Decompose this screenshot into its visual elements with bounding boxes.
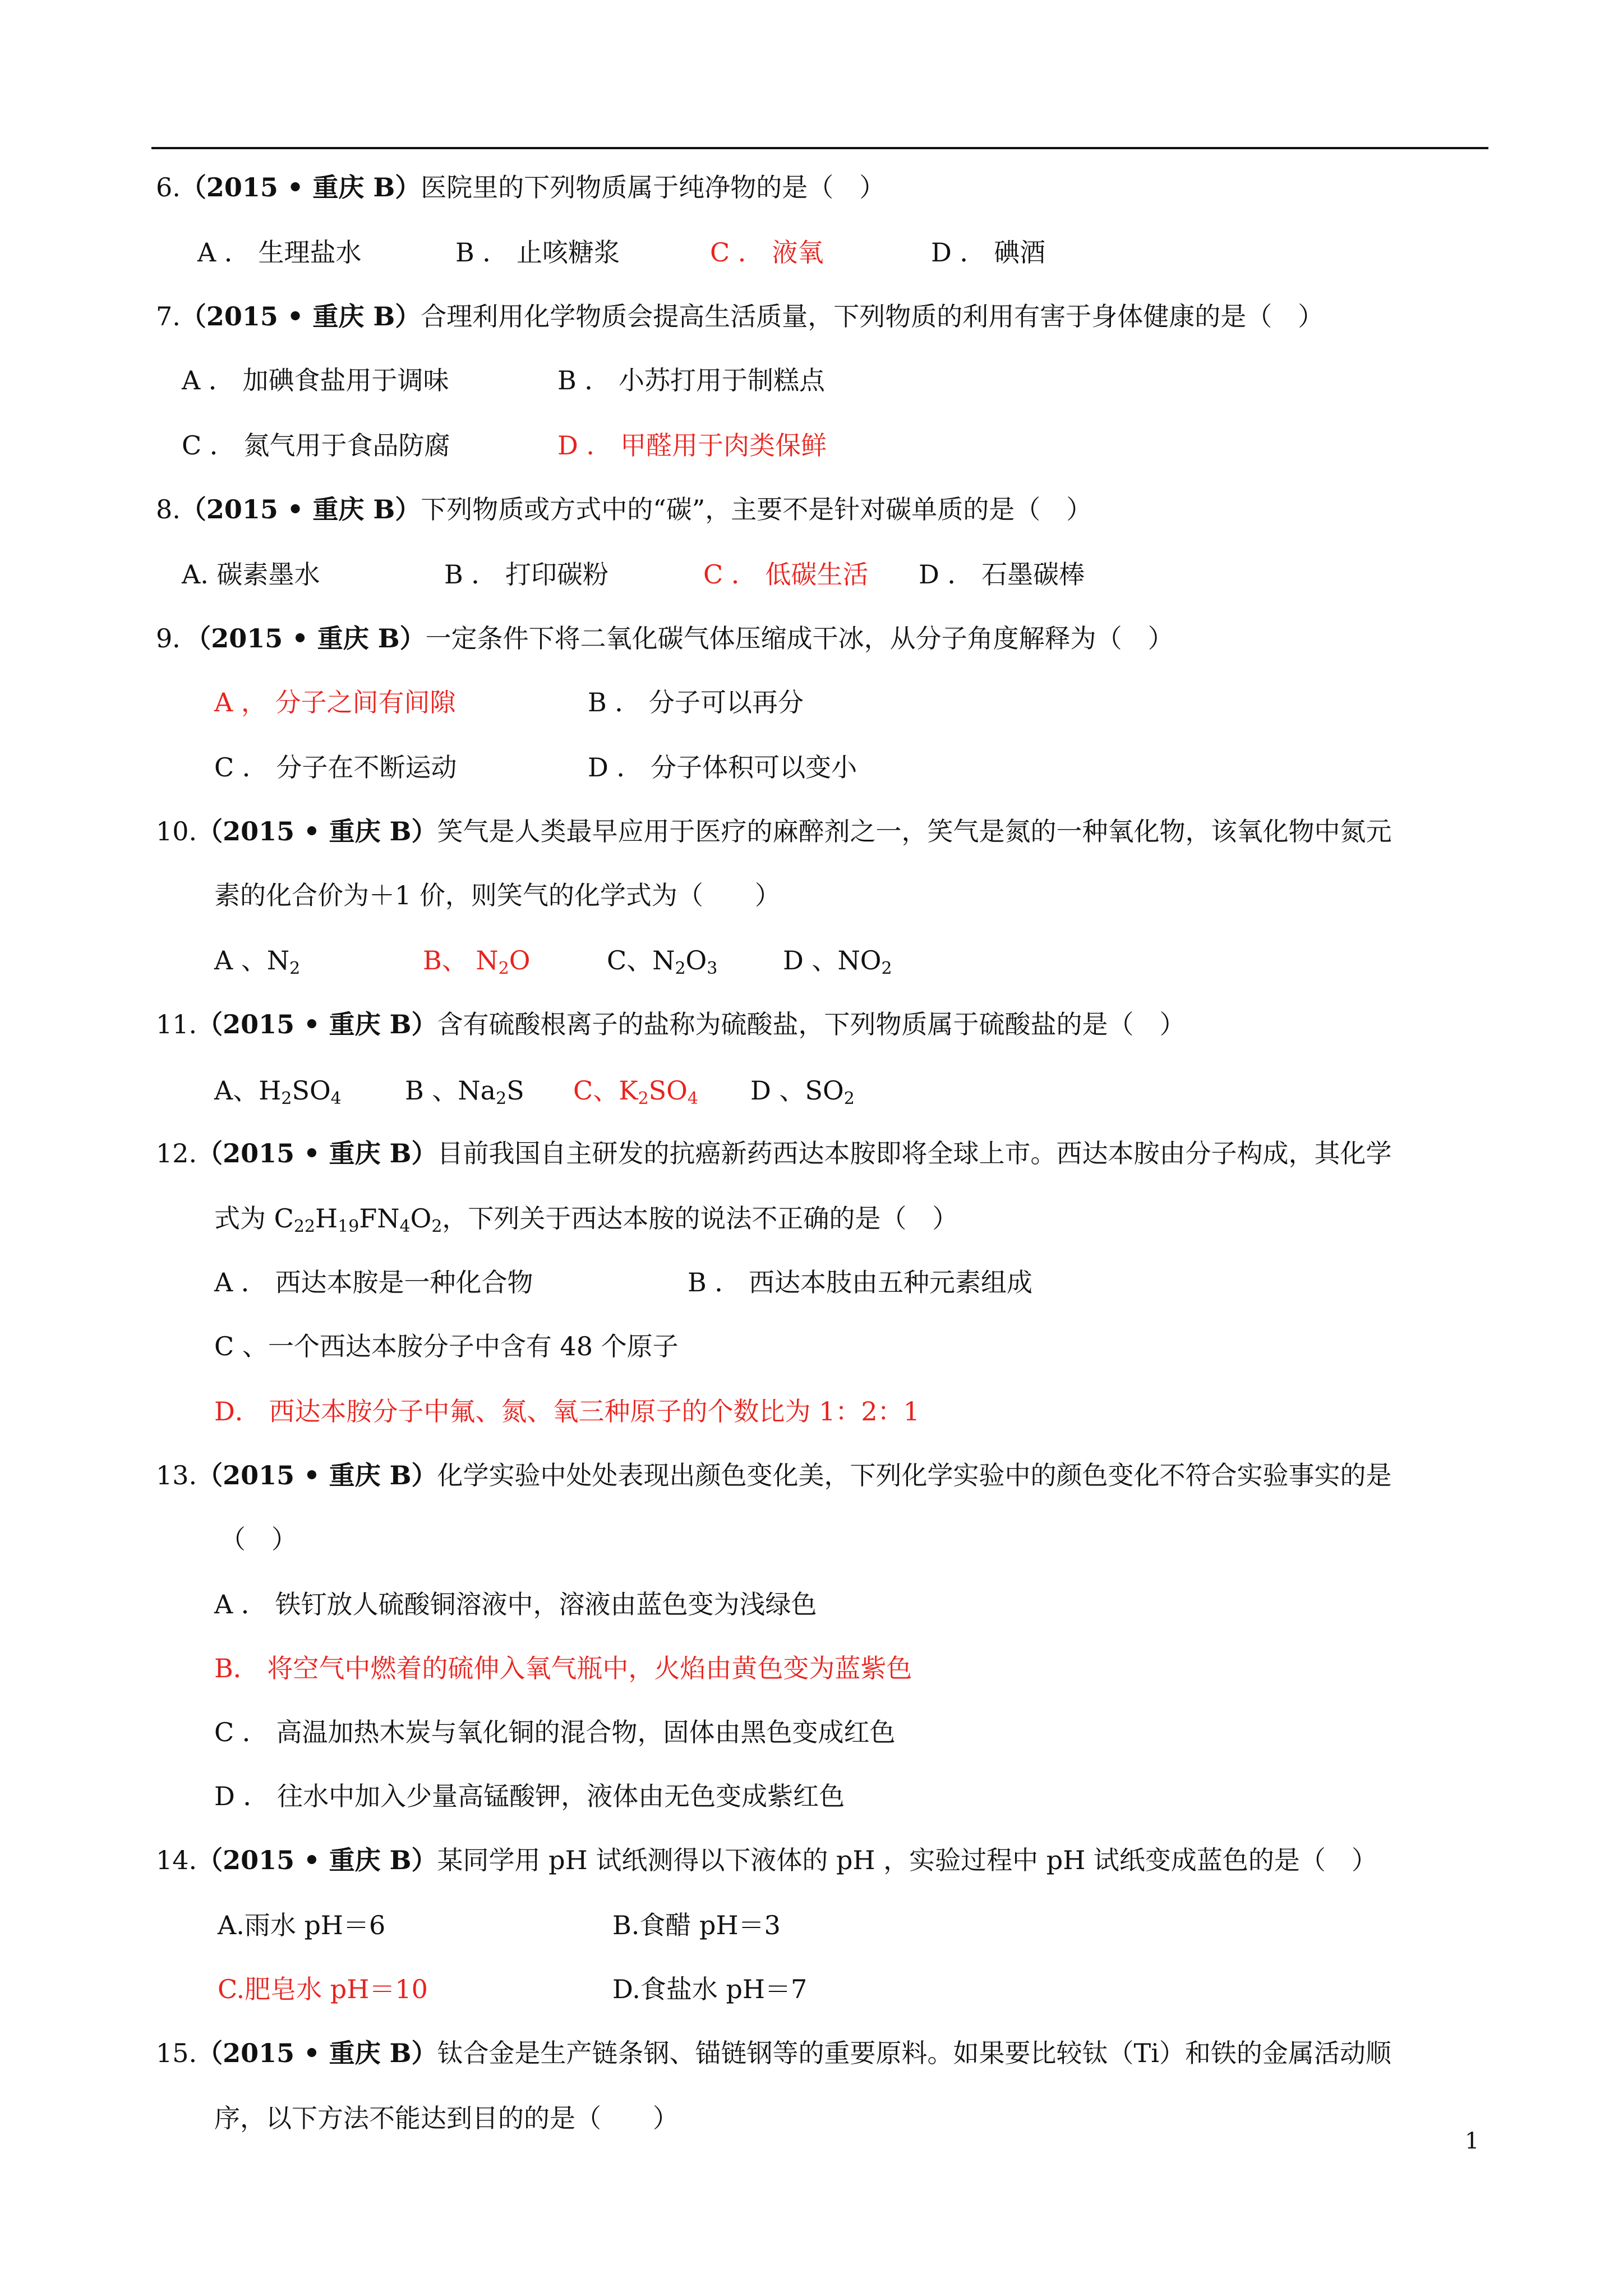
q8-option-a[interactable]: A. 碳素墨水: [182, 559, 320, 590]
header-rule: [151, 147, 1488, 149]
page-number: 1: [1465, 2128, 1479, 2154]
q10-option-a[interactable]: A 、$N_2$: [214, 945, 301, 978]
q13-option-b[interactable]: B． 将空气中燃着的硫伸入氧气瓶中，火焰由黄色变为蓝紫色: [214, 1653, 912, 1683]
question-8: 8.（2015 • 重庆 B）下列物质或方式中的“碳”，主要不是针对碳单质的是（ ）: [156, 494, 1092, 524]
q12-option-c[interactable]: C 、一个西达本胺分子中含有 48 个原子: [214, 1331, 679, 1361]
q8-option-d[interactable]: D ． 石墨碳棒: [919, 559, 1085, 590]
q6-option-d[interactable]: D ． 碘酒: [931, 237, 1046, 268]
q7-option-b[interactable]: B ． 小苏打用于制糕点: [557, 365, 826, 395]
q12-option-b[interactable]: B ． 西达本肢由五种元素组成: [688, 1267, 1033, 1297]
question-11: 11.（2015 • 重庆 B）含有硫酸根离子的盐称为硫酸盐，下列物质属于硫酸盐的是（ ）: [156, 1009, 1186, 1039]
q11-option-b[interactable]: B 、$Na_2S$: [405, 1075, 524, 1108]
q10-option-d[interactable]: D 、$NO_2$: [783, 945, 892, 978]
q11-option-d[interactable]: D 、$SO_2$: [750, 1075, 855, 1108]
q9-option-d[interactable]: D ． 分子体积可以变小: [588, 752, 857, 783]
question-13-continued: （ ）: [220, 1524, 297, 1554]
q10-option-b[interactable]: B、 $N_2O$: [423, 945, 531, 978]
question-14: 14.（2015 • 重庆 B）某同学用 pH 试纸测得以下液体的 pH ，实验过程中 pH 试纸变成蓝色的是（ ）: [156, 1845, 1377, 1875]
question-10-continued: 素的化合价为＋1 价，则笑气的化学式为（ ）: [214, 880, 781, 910]
q9-option-a[interactable]: A ， 分子之间有间隙: [214, 687, 456, 717]
q6-option-b[interactable]: B ． 止咳糖浆: [455, 237, 620, 268]
question-7: 7.（2015 • 重庆 B）合理利用化学物质会提高生活质量，下列物质的利用有害于身体健康的是（ ）: [156, 301, 1324, 332]
question-12-continued: 式为 $C_{22}H_{19}FN_4O_2$，下列关于西达本胺的说法不正确的是（ ）: [214, 1203, 958, 1236]
q8-option-c[interactable]: C ． 低碳生活: [703, 559, 869, 590]
question-9: 9．（2015 • 重庆 B）一定条件下将二氧化碳气体压缩成干冰，从分子角度解释为（ ）: [156, 623, 1174, 654]
question-15: 15.（2015 • 重庆 B）钛合金是生产链条钢、锚链钢等的重要原料。如果要比较钛（Ti）和铁的金属活动顺: [156, 2038, 1391, 2068]
question-6: 6.（2015 • 重庆 B）医院里的下列物质属于纯净物的是（ ）: [156, 172, 886, 203]
q14-option-a[interactable]: A.雨水 pH＝6: [218, 1910, 386, 1940]
q7-option-a[interactable]: A ． 加碘食盐用于调味: [182, 365, 449, 395]
q12-option-d[interactable]: D． 西达本胺分子中氟、氮、氧三种原子的个数比为 1：2：1: [214, 1396, 920, 1427]
question-15-continued: 序，以下方法不能达到目的的是（ ）: [214, 2103, 679, 2133]
q13-option-c[interactable]: C ． 高温加热木炭与氧化铜的混合物，固体由黑色变成红色: [214, 1717, 896, 1747]
q7-option-d[interactable]: D ． 甲醛用于肉类保鲜: [557, 430, 827, 461]
question-10: 10.（2015 • 重庆 B）笑气是人类最早应用于医疗的麻醉剂之一，笑气是氮的一种氧化物，该氧化物中氮元: [156, 816, 1392, 846]
q6-option-c[interactable]: C ． 液氧: [710, 237, 824, 268]
q7-option-c[interactable]: C ． 氮气用于食品防腐: [182, 430, 450, 461]
q9-option-b[interactable]: B ． 分子可以再分: [588, 687, 804, 717]
q10-option-c[interactable]: C、$N_2O_3$: [607, 945, 718, 978]
q13-option-d[interactable]: D ． 往水中加入少量高锰酸钾，液体由无色变成紫红色: [214, 1781, 845, 1811]
q14-option-d[interactable]: D.食盐水 pH＝7: [612, 1974, 808, 2004]
question-12: 12.（2015 • 重庆 B）目前我国自主研发的抗癌新药西达本胺即将全球上市。西达本胺由分子构成，其化学: [156, 1138, 1392, 1168]
q14-option-c[interactable]: C.肥皂水 pH＝10: [218, 1974, 428, 2004]
q12-option-a[interactable]: A ． 西达本胺是一种化合物: [214, 1267, 533, 1297]
q6-option-a[interactable]: A ． 生理盐水: [197, 237, 362, 268]
q13-option-a[interactable]: A ． 铁钉放人硫酸铜溶液中，溶液由蓝色变为浅绿色: [214, 1589, 817, 1619]
question-13: 13.（2015 • 重庆 B）化学实验中处处表现出颜色变化美，下列化学实验中的颜色变化不符合实验事实的是: [156, 1460, 1392, 1490]
q8-option-b[interactable]: B ． 打印碳粉: [444, 559, 609, 590]
q9-option-c[interactable]: C ． 分子在不断运动: [214, 752, 457, 783]
q11-option-c[interactable]: C、$K_2SO_4$: [573, 1075, 698, 1108]
q14-option-b[interactable]: B.食醋 pH＝3: [612, 1910, 781, 1940]
q11-option-a[interactable]: A、$H_2SO_4$: [214, 1075, 342, 1108]
